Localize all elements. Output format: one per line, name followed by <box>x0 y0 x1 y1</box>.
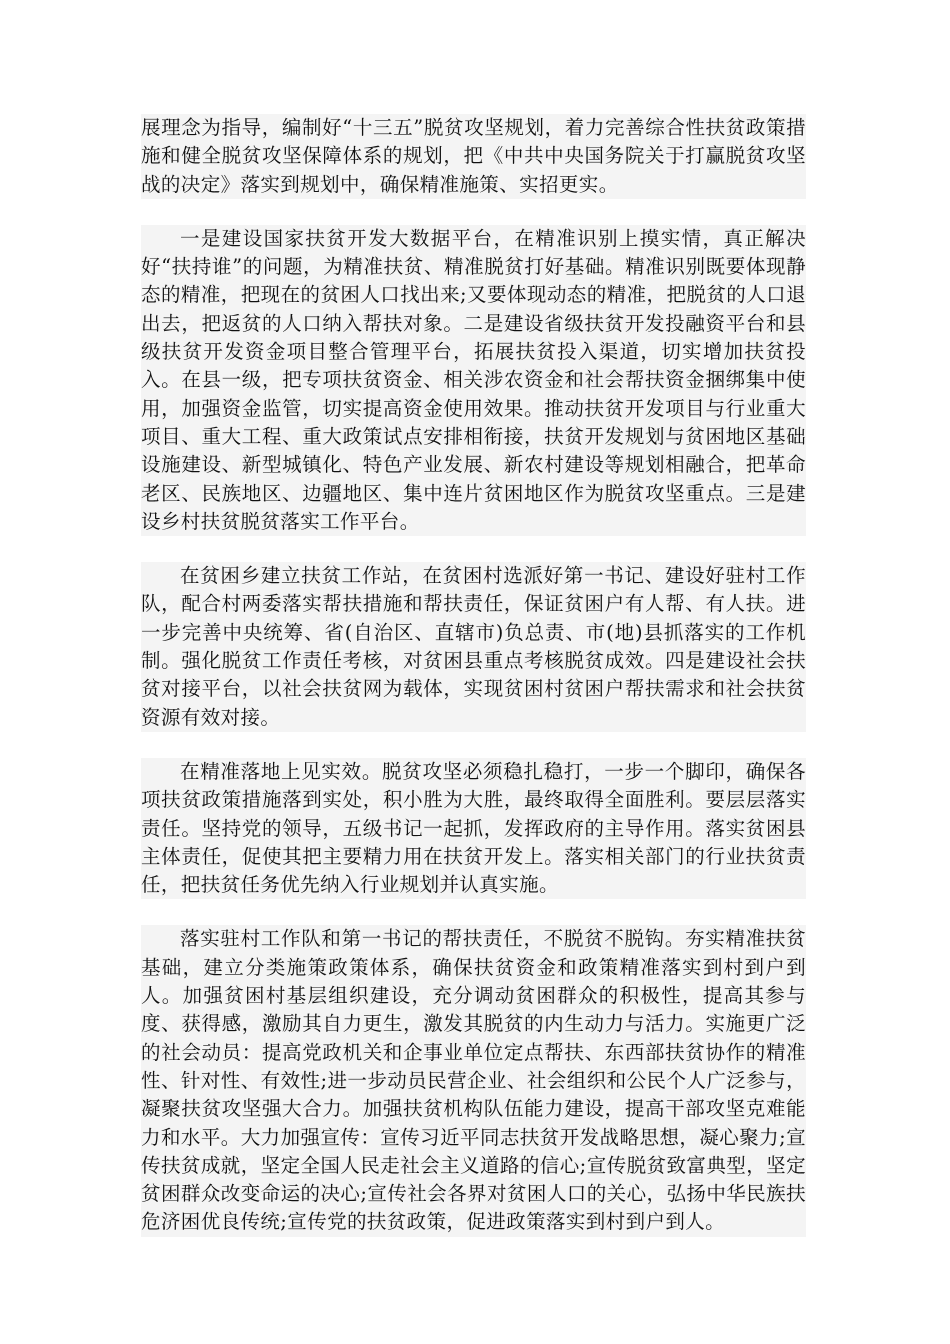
paragraph-planning: 展理念为指导，编制好“十三五”脱贫攻坚规划，着力完善综合性扶贫政策措施和健全脱贫攻坚保障体系的规划，把《中共中央国务院关于打赢脱贫攻坚战的决定》落实到规划中，确保精准施策、实招更实。 <box>141 114 806 199</box>
paragraph-village-work: 在贫困乡建立扶贫工作站，在贫困村选派好第一书记、建设好驻村工作队，配合村两委落实帮扶措施和帮扶责任，保证贫困户有人帮、有人扶。进一步完善中央统筹、省(自治区、直辖市)负总责、市(地)县抓落实的工作机制。强化脱贫工作责任考核，对贫困县重点考核脱贫成效。四是建设社会扶贫对接平台，以社会扶贫网为载体，实现贫困村贫困户帮扶需求和社会扶贫资源有效对接。 <box>141 562 806 732</box>
paragraph-responsibility: 落实驻村工作队和第一书记的帮扶责任，不脱贫不脱钩。夯实精准扶贫基础，建立分类施策政策体系，确保扶贫资金和政策精准落实到村到户到人。加强贫困村基层组织建设，充分调动贫困群众的积极性，提高其参与度、获得感，激励其自力更生，激发其脱贫的内生动力与活力。实施更广泛的社会动员：提高党政机关和企事业单位定点帮扶、东西部扶贫协作的精准性、针对性、有效性;进一步动员民营企业、社会组织和公民个人广泛参与，凝聚扶贫攻坚强大合力。加强扶贫机构队伍能力建设，提高干部攻坚克难能力和水平。大力加强宣传：宣传习近平同志扶贫开发战略思想，凝心聚力;宣传扶贫成就，坚定全国人民走社会主义道路的信心;宣传脱贫致富典型，坚定贫困群众改变命运的决心;宣传社会各界对贫困人口的关心，弘扬中华民族扶危济困优良传统;宣传党的扶贫政策，促进政策落实到村到户到人。 <box>141 925 806 1236</box>
paragraph-implementation: 在精准落地上见实效。脱贫攻坚必须稳扎稳打，一步一个脚印，确保各项扶贫政策措施落到实处，积小胜为大胜，最终取得全面胜利。要层层落实责任。坚持党的领导，五级书记一起抓，发挥政府的主导作用。落实贫困县主体责任，促使其把主要精力用在扶贫开发上。落实相关部门的行业扶贫责任，把扶贫任务优先纳入行业规划并认真实施。 <box>141 758 806 899</box>
paragraph-platforms: 一是建设国家扶贫开发大数据平台，在精准识别上摸实情，真正解决好“扶持谁”的问题，为精准扶贫、精准脱贫打好基础。精准识别既要体现静态的精准，把现在的贫困人口找出来;又要体现动态的精准，把脱贫的人口退出去，把返贫的人口纳入帮扶对象。二是建设省级扶贫开发投融资平台和县级扶贫开发资金项目整合管理平台，拓展扶贫投入渠道，切实增加扶贫投入。在县一级，把专项扶贫资金、相关涉农资金和社会帮扶资金捆绑集中使用，加强资金监管，切实提高资金使用效果。推动扶贫开发项目与行业重大项目、重大工程、重大政策试点安排相衔接，扶贫开发规划与贫困地区基础设施建设、新型城镇化、特色产业发展、新农村建设等规划相融合，把革命老区、民族地区、边疆地区、集中连片贫困地区作为脱贫攻坚重点。三是建设乡村扶贫脱贫落实工作平台。 <box>141 225 806 536</box>
document-page <box>141 114 806 1263</box>
